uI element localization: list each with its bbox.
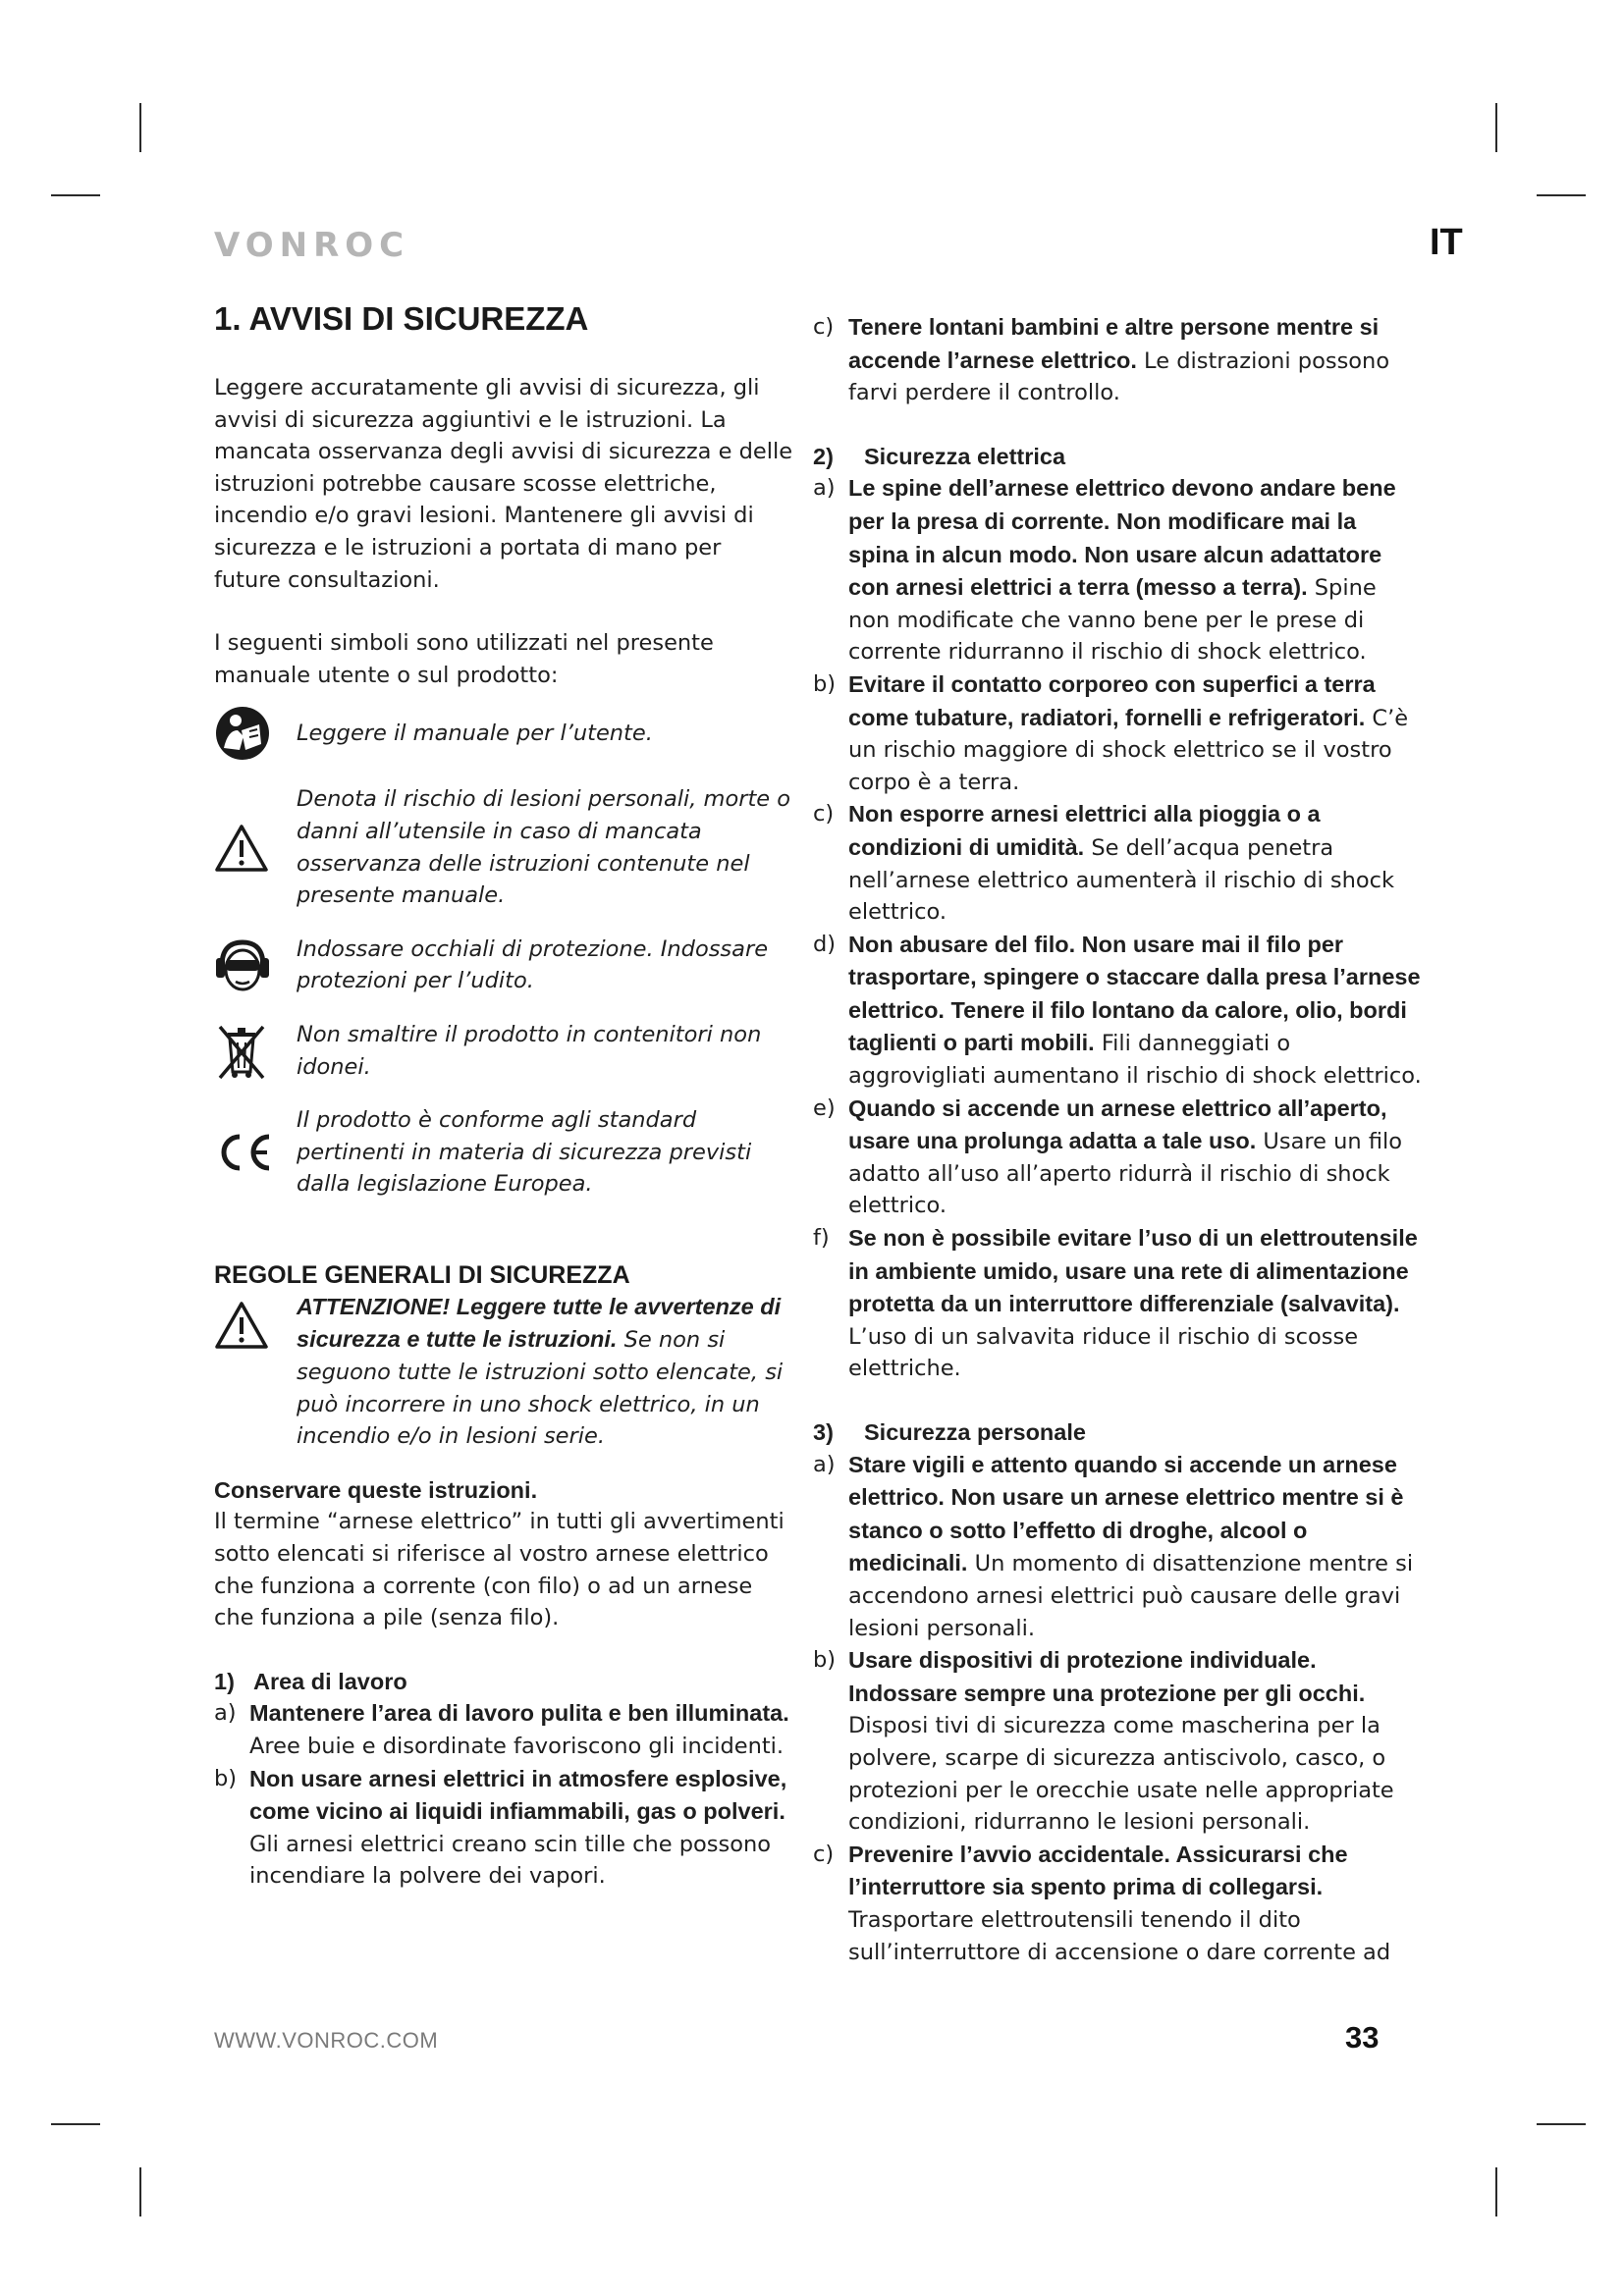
symbol-text: Leggere il manuale per l’utente. bbox=[297, 721, 653, 747]
list-item bbox=[813, 1644, 1422, 1839]
crop-mark bbox=[139, 2167, 141, 2216]
crop-mark bbox=[1495, 103, 1497, 152]
item-bold: Le spine dell’arnese elettrico devono andare bene per la presa di corrente. Non modificare mai la spina in alcun modo. Non usare alcun adattatore con arnesi elettrici a terra (messo a terra). bbox=[848, 475, 1396, 601]
item-label: c) bbox=[813, 314, 835, 340]
list-item bbox=[813, 1449, 1422, 1645]
list-item bbox=[813, 1839, 1422, 1968]
language-code: IT bbox=[1430, 222, 1463, 263]
item-label: f) bbox=[813, 1225, 830, 1252]
work-area-heading bbox=[214, 1666, 793, 1698]
item-label: a) bbox=[813, 475, 836, 502]
item-label: e) bbox=[813, 1095, 836, 1121]
item-text: C’è un rischio maggiore di shock elettrico se il vostro corpo è a terra. bbox=[848, 705, 1409, 795]
list-item bbox=[813, 472, 1422, 668]
list-item bbox=[214, 1697, 793, 1762]
item-bold: Non usare arnesi elettrici in atmosfere esplosive, come vicino ai liquidi infiammabili, gas o polveri. bbox=[249, 1765, 787, 1825]
electrical-heading bbox=[813, 441, 1422, 473]
section-heading: Sicurezza personale bbox=[864, 1419, 1086, 1445]
crop-mark bbox=[1495, 2167, 1497, 2216]
section-heading: Sicurezza elettrica bbox=[864, 443, 1066, 469]
personal-heading bbox=[813, 1416, 1422, 1449]
list-item bbox=[813, 311, 1422, 409]
footer-url[interactable]: WWW.VONROC.COM bbox=[214, 2028, 439, 2053]
item-text: Aree buie e disordinate favoriscono gli incidenti. bbox=[249, 1734, 785, 1759]
page-number: 33 bbox=[1345, 2020, 1380, 2055]
item-label: a) bbox=[813, 1451, 836, 1477]
symbol-text: Il prodotto è conforme agli standard pertinenti in materia di sicurezza previsti dalla legislazione Europea. bbox=[297, 1107, 752, 1198]
brand-logo: VONROC bbox=[214, 226, 410, 265]
item-label: c) bbox=[813, 1841, 835, 1867]
symbols-intro: I seguenti simboli sono utilizzati nel presente manuale utente o sul prodotto: bbox=[214, 630, 714, 688]
right-column bbox=[813, 311, 1422, 1968]
section-number: 3) bbox=[813, 1419, 834, 1445]
item-bold: Evitare il contatto corporeo con superfici a terra come tubature, radiatori, fornelli e refrigeratori. bbox=[848, 670, 1376, 730]
item-text: Disposi tivi di sicurezza come mascherina per la polvere, scarpe di sicurezza antiscivolo, casco, o protezioni per le orecchie usate nelle appropriate condizioni, ridurranno le lesioni personali. bbox=[848, 1713, 1394, 1836]
symbol-text: Denota il rischio di lesioni personali, morte o danni all’utensile in caso di mancata osservanza delle istruzioni contenute nel presente manuale. bbox=[297, 786, 791, 909]
symbol-row bbox=[214, 934, 793, 997]
crop-mark bbox=[51, 2123, 100, 2125]
item-text: Usare un filo adatto all’uso all’aperto ridurrà il rischio di shock elettrico. bbox=[848, 1129, 1403, 1219]
item-bold: Prevenire l’avvio accidentale. Assicurarsi che l’interruttore sia spento prima di collegarsi. bbox=[848, 1841, 1348, 1900]
item-text: L’uso di un salvavita riduce il rischio di scosse elettriche. bbox=[848, 1323, 1359, 1382]
symbol-row bbox=[214, 783, 793, 911]
crossed-bin-icon bbox=[214, 1021, 269, 1082]
item-label: b) bbox=[214, 1765, 238, 1791]
item-bold: Se non è possibile evitare l’uso di un elettroutensile in ambiente umido, usare una rete di alimentazione protetta da un interruttore differenziale (salvavita). bbox=[848, 1225, 1418, 1317]
list-item bbox=[813, 1093, 1422, 1222]
item-bold: Mantenere l’area di lavoro pulita e ben illuminata. bbox=[249, 1700, 789, 1727]
item-text: Un momento di disattenzione mentre si accendono arnesi elettrici può causare delle gravi lesioni personali. bbox=[848, 1551, 1414, 1641]
item-text: Se dell’acqua penetra nell’arnese elettrico aumenterà il rischio di shock elettrico. bbox=[848, 834, 1395, 926]
warning-icon bbox=[214, 824, 269, 873]
item-text: Spine non modificate che vanno bene per le prese di corrente ridurranno il rischio di shock elettrico. bbox=[848, 575, 1377, 666]
symbol-row bbox=[214, 1104, 793, 1201]
warning-bold-text: ATTENZIONE! Leggere tutte le avvertenze di sicurezza e tutte le istruzioni. bbox=[297, 1293, 782, 1353]
item-bold: Usare dispositivi di protezione individuale. Indossare sempre una protezione per gli occhi. bbox=[848, 1647, 1366, 1706]
warning-icon bbox=[214, 1301, 269, 1350]
goggles-earmuffs-icon bbox=[214, 936, 271, 993]
crop-mark bbox=[139, 103, 141, 152]
item-bold: Stare vigili e attento quando si accende un arnese elettrico. Non usare un arnese elettrico mentre si è stanco o sotto l’effetto di droghe, alcool o medicinali. bbox=[848, 1451, 1404, 1576]
section-number: 1) bbox=[214, 1668, 235, 1694]
item-bold: Non esporre arnesi elettrici alla pioggia o a condizioni di umidità. bbox=[848, 801, 1321, 860]
item-label: d) bbox=[813, 931, 837, 957]
list-item bbox=[813, 1222, 1422, 1385]
list-item bbox=[813, 798, 1422, 928]
list-item bbox=[813, 929, 1422, 1093]
symbol-row bbox=[214, 1019, 793, 1083]
section-title: 1. AVVISI DI SICUREZZA bbox=[214, 300, 589, 337]
symbol-text: Non smaltire il prodotto in contenitori non idonei. bbox=[297, 1021, 762, 1080]
item-label: c) bbox=[813, 801, 835, 828]
symbol-row bbox=[214, 705, 793, 762]
symbol-text: Indossare occhiali di protezione. Indossare protezioni per l’udito. bbox=[297, 935, 769, 994]
item-label: b) bbox=[813, 670, 837, 697]
left-column bbox=[214, 299, 793, 1893]
warning-text: Se non si seguono tutte le istruzioni sotto elencate, si può incorrere in uno shock elettrico, in un incendio e/o in lesioni serie. bbox=[297, 1327, 784, 1450]
section-number: 2) bbox=[813, 443, 834, 469]
manual-icon bbox=[214, 705, 271, 762]
item-bold: Tenere lontani bambini e altre persone mentre si accende l’arnese elettrico. bbox=[848, 314, 1380, 373]
list-item bbox=[813, 668, 1422, 798]
item-text: Fili danneggiati o aggrovigliati aumentano il rischio di shock elettrico. bbox=[848, 1031, 1422, 1090]
section-heading: Area di lavoro bbox=[253, 1668, 407, 1694]
item-bold: Non abusare del filo. Non usare mai il filo per trasportare, spingere o staccare dalla presa l’arnese elettrico. Tenere il filo lontano da calore, olio, bordi taglienti o parti mobili. bbox=[848, 931, 1421, 1056]
crop-mark bbox=[51, 194, 100, 196]
item-text: Trasportare elettroutensili tenendo il dito sull’interruttore di accensione o dare corrente ad bbox=[848, 1906, 1391, 1965]
crop-mark bbox=[1537, 194, 1586, 196]
item-label: b) bbox=[813, 1647, 837, 1674]
item-text: Gli arnesi elettrici creano scin tille che possono incendiare la polvere dei vapori. bbox=[249, 1831, 771, 1890]
intro-paragraph: Leggere accuratamente gli avvisi di sicurezza, gli avvisi di sicurezza aggiuntivi e le istruzioni. La mancata osservanza degli avvisi di sicurezza e delle istruzioni potrebbe causare scosse elettriche, incendio e/o gravi lesioni. Mantenere gli avvisi di sicurezza e le istruzioni a portata di mano per future consultazioni. bbox=[214, 375, 793, 593]
ce-mark-icon bbox=[214, 1131, 275, 1174]
item-bold: Quando si accende un arnese elettrico all’aperto, usare una prolunga adatta a tale uso. bbox=[848, 1095, 1387, 1154]
item-label: a) bbox=[214, 1700, 237, 1727]
list-item bbox=[214, 1763, 793, 1893]
general-rules-title: REGOLE GENERALI DI SICUREZZA bbox=[214, 1260, 630, 1289]
keep-instructions-title: Conservare queste istruzioni. bbox=[214, 1476, 538, 1503]
general-warning bbox=[214, 1291, 793, 1453]
crop-mark bbox=[1537, 2123, 1586, 2125]
keep-instructions-text: Il termine “arnese elettrico” in tutti gli avvertimenti sotto elencati si riferisce al vostro arnese elettrico che funziona a corrente (con filo) o ad un arnese che funziona a pile (senza filo). bbox=[214, 1509, 785, 1631]
item-text: Le distrazioni possono farvi perdere il controllo. bbox=[848, 347, 1390, 406]
